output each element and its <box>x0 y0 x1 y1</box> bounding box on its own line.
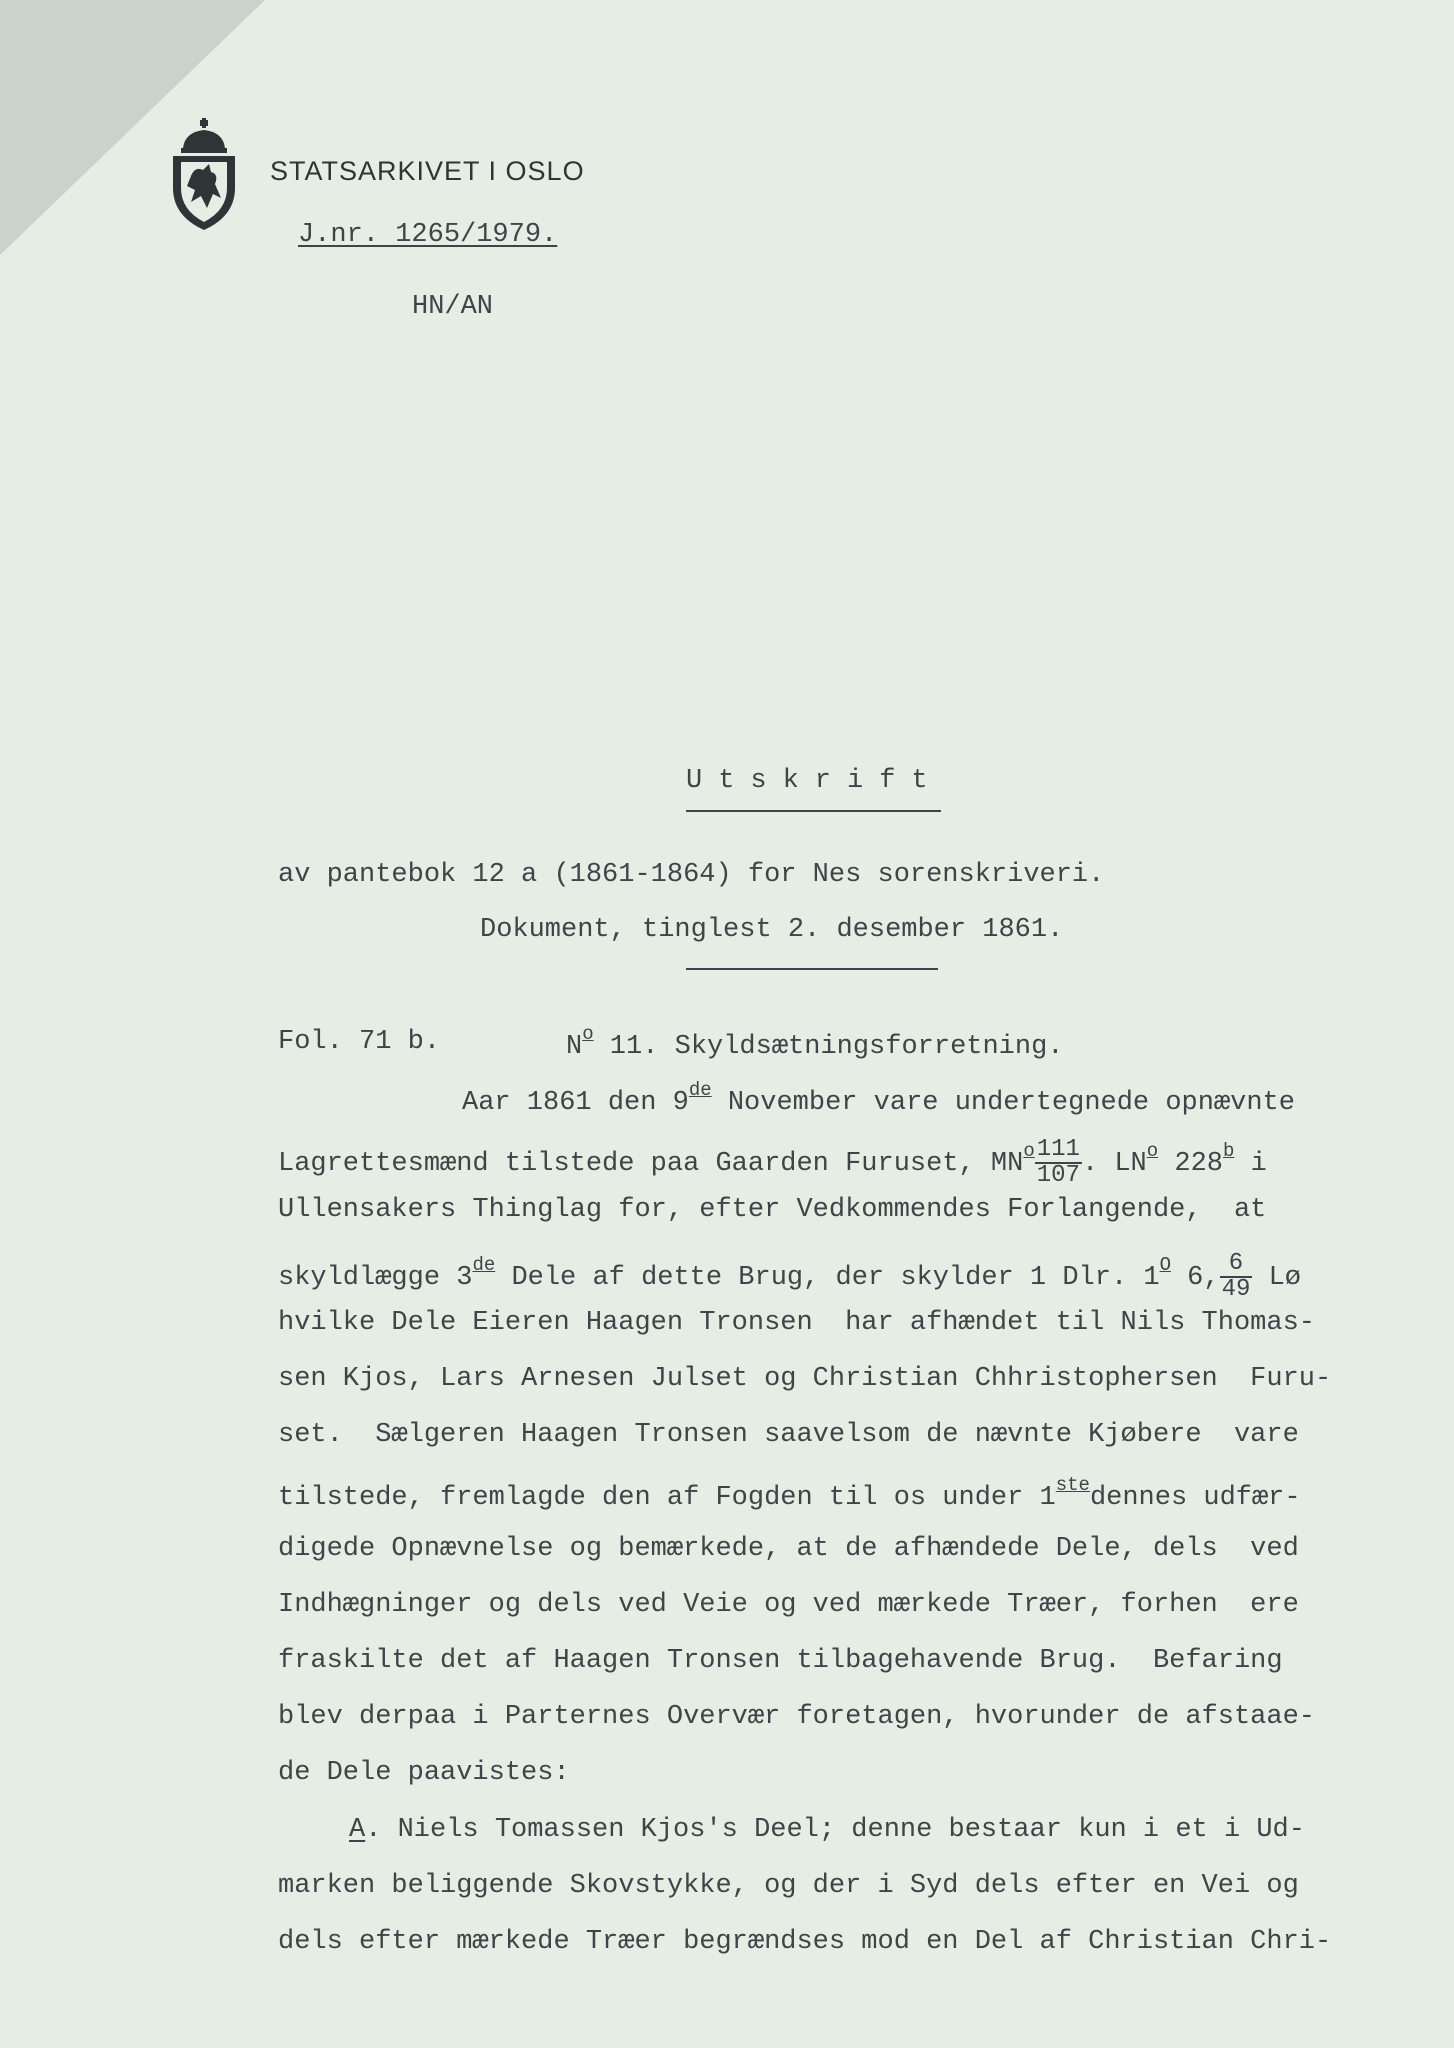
fraction-skyld: $\frac{6}{49}$ <box>1221 1250 1251 1303</box>
body-line-1: Aar 1861 den 9de November vare undertegnede opnævnte <box>462 1079 1295 1118</box>
body-line-7: set. Sælgeren Haagen Tronsen saavelsom de nævnte Kjøbere vare <box>278 1420 1299 1450</box>
entry-heading: $N^o$ 11. Skyldsætningsforretning. <box>566 1023 1064 1062</box>
document-line: Dokument, tinglest 2. desember 1861. <box>480 915 1064 945</box>
initials: HN/AN <box>412 292 494 322</box>
archive-name: STATSARKIVET I OSLO <box>270 156 585 186</box>
section-rule <box>686 968 938 970</box>
body-line-4: skyldlægge 3de Dele af dette Brug, der skylder 1 Dlr. $1^O$ 6, $\frac{6}{49}$ Lø <box>278 1250 1301 1303</box>
body-line-16: dels efter mærkede Træer begrændses mod en Del af Christian Chri- <box>278 1927 1332 1957</box>
body-line-6: sen Kjos, Lars Arnesen Julset og Christian Chhristophersen Furu- <box>278 1364 1332 1394</box>
folio: Fol. 71 b. <box>278 1027 441 1057</box>
fraction-mn: $\frac{111}{107}$ <box>1036 1136 1080 1189</box>
document-title: Utskrift <box>686 766 944 796</box>
body-line-13: de Dele paavistes: <box>278 1758 570 1788</box>
body-line-15: marken beliggende Skovstykke, og der i Syd dels efter en Vei og <box>278 1871 1299 1901</box>
body-line-5: hvilke Dele Eieren Haagen Tronsen har afhændet til Nils Thomas- <box>278 1308 1315 1338</box>
body-line-14: A. Niels Tomassen Kjos's Deel; denne bestaar kun i et i Ud- <box>349 1815 1305 1845</box>
norwegian-coat-of-arms-icon <box>165 118 243 233</box>
body-line-11: fraskilte det af Haagen Tronsen tilbagehavende Brug. Befaring <box>278 1646 1283 1676</box>
body-line-8: tilstede, fremlagde den af Fogden til os under 1stedennes udfær- <box>278 1474 1301 1513</box>
source-line: av pantebok 12 a (1861-1864) for Nes sorenskriveri. <box>278 860 1105 890</box>
body-line-2: Lagrettesmænd tilstede paa Gaarden Furuset, $MN^o$ $\frac{111}{107}$ . $LN^o$ 228$^b$ i <box>278 1136 1267 1189</box>
body-line-3: Ullensakers Thinglag for, efter Vedkommendes Forlangende, at <box>278 1195 1267 1225</box>
body-line-12: blev derpaa i Parternes Overvær foretagen, hvorunder de afstaae- <box>278 1702 1315 1732</box>
journal-number: J.nr. 1265/1979. <box>298 220 558 250</box>
body-line-9: digede Opnævnelse og bemærkede, at de afhændede Dele, dels ved <box>278 1534 1299 1564</box>
title-underline <box>686 810 941 812</box>
body-line-10: Indhægninger og dels ved Veie og ved mærkede Træer, forhen ere <box>278 1590 1299 1620</box>
